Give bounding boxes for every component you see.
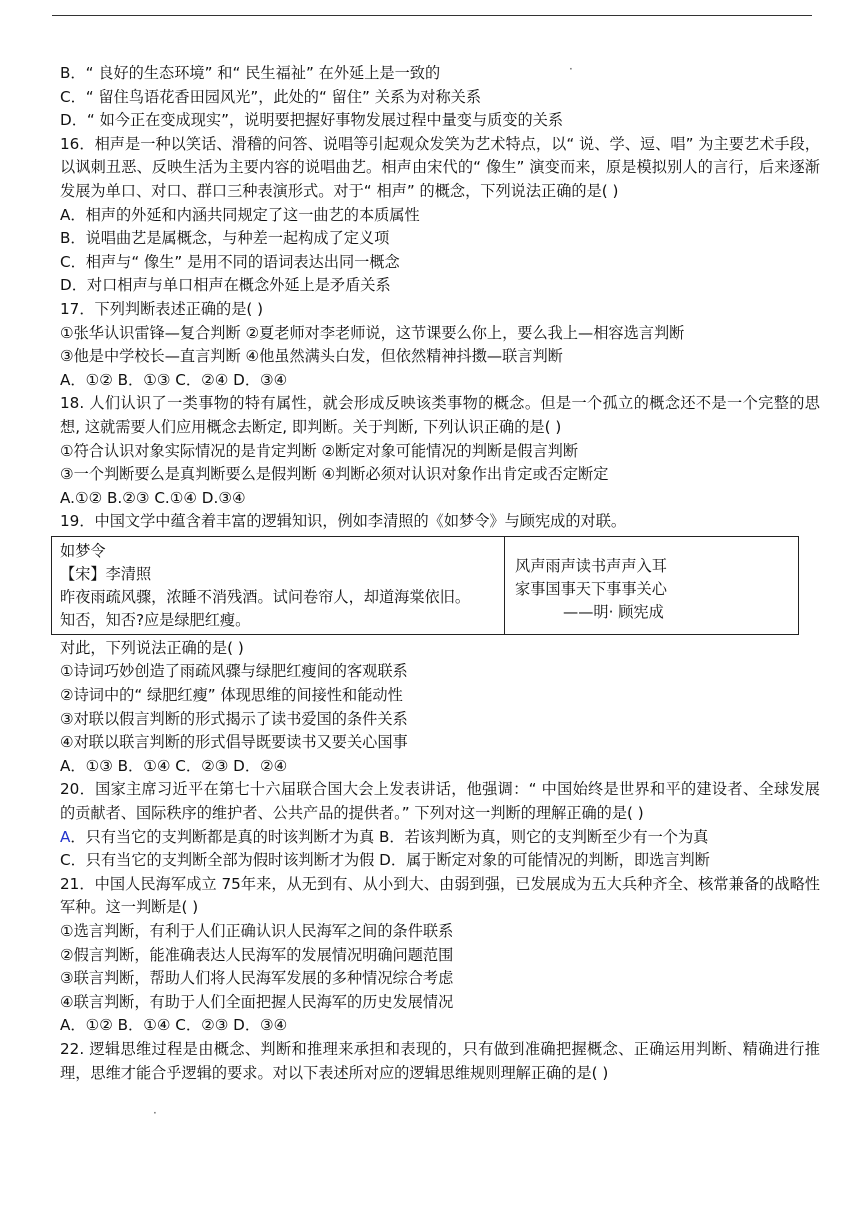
q22-stem: 22. 逻辑思维过程是由概念、判断和推理来承担和表现的，只有做到准确把握概念、正确运用判断、精确进行推理，思维才能合乎逻辑的要求。对以下表述所对应的逻辑思维规则理解正确的是( ) — [60, 1039, 820, 1082]
q20-option-a-letter: A — [60, 827, 71, 846]
q19-item-2: ②诗词中的“ 绿肥红瘦” 体现思维的间接性和能动性 — [60, 686, 403, 705]
q15-option-b: B．“ 良好的生态环境” 和“ 民生福祉” 在外延上是一致的 — [60, 64, 441, 82]
poem-author: 【宋】李清照 — [60, 564, 152, 583]
couplet-cell — [505, 537, 798, 634]
q17-answers: A．①② B．①③ C．②④ D．③④ — [60, 370, 288, 389]
q19-answers: A．①③ B．①④ C．②③ D．②④ — [60, 756, 288, 775]
q15-option-c: C．“ 留住鸟语花香田园风光”，此处的“ 留住” 关系为对称关系 — [60, 87, 482, 106]
q21-item-1: ①选言判断，有利于人们正确认识人民海军之间的条件联系 — [60, 922, 454, 940]
exam-page — [60, 62, 820, 1085]
poem-table — [51, 536, 799, 635]
q19-item-3: ③对联以假言判断的形式揭示了读书爱国的条件关系 — [60, 709, 408, 728]
q19-item-1: ①诗词巧妙创造了雨疏风骤与绿肥红瘦间的客观联系 — [60, 662, 408, 681]
q19-ask: 对此，下列说法正确的是( ) — [60, 638, 244, 657]
q16-option-c: C．相声与“ 像生” 是用不同的语词表达出同一概念 — [60, 252, 400, 271]
poem-cell — [52, 537, 505, 634]
couplet-signature: ——明· 顾宪成 — [563, 602, 664, 621]
q16-stem: 16．相声是一种以笑话、滑稽的问答、说唱等引起观众发笑为艺术特点，以“ 说、学、逗、唱” 为主要艺术手段，以讽刺丑恶、反映生活为主要内容的说唱曲艺。相声由宋代的“ 像生” 演变而来，原是模拟别人的言行，后来逐渐发展为单口、对口、群口三种表演形式。对于“ 相声” 的概念，下列说法正确的是( ) — [60, 134, 820, 200]
q19-item-4: ④对联以联言判断的形式倡导既要读书又要关心国事 — [60, 733, 408, 752]
q21-stem: 21．中国人民海军成立 75年来，从无到有、从小到大、由弱到强，已发展成为五大兵种齐全、核常兼备的战略性军种。这一判断是( ) — [60, 874, 820, 917]
q20-stem: 20．国家主席习近平在第七十六届联合国大会上发表讲话，他强调：“ 中国始终是世界和平的建设者、全球发展的贡献者、国际秩序的维护者、公共产品的提供者。” 下列对这一判断的理解正确的是( ) — [60, 780, 820, 823]
q15-option-d: D．“ 如今正在变成现实”，说明要把握好事物发展过程中量变与质变的关系 — [60, 111, 564, 130]
q18-items-1: ①符合认识对象实际情况的是肯定判断 ②断定对象可能情况的判断是假言判断 — [60, 441, 579, 460]
q18-stem: 18. 人们认识了一类事物的特有属性，就会形成反映该类事物的概念。但是一个孤立的概念还不是一个完整的思想, 这就需要人们应用概念去断定, 即判断。关于判断, 下列认识正确的是( ) — [60, 394, 820, 436]
couplet-line-2: 家事国事天下事事关心 — [515, 579, 667, 598]
q21-item-2: ②假言判断，能准确表达人民海军的发展情况明确问题范围 — [60, 945, 454, 964]
q18-answers: A.①② B.②③ C.①④ D.③④ — [60, 488, 246, 507]
q16-option-a: A．相声的外延和内涵共同规定了这一曲艺的本质属性 — [60, 205, 420, 224]
couplet-line-1: 风声雨声读书声声入耳 — [515, 556, 667, 575]
q20-options-ab-text: ．只有当它的支判断都是真的时该判断才为真 B．若该判断为真，则它的支判断至少有一个为真 — [70, 827, 709, 846]
q21-answers: A．①② B．①④ C．②③ D．③④ — [60, 1016, 288, 1035]
poem-line-1: 昨夜雨疏风骤，浓睡不消残酒。试问卷帘人，却道海棠依旧。 — [60, 587, 471, 606]
stray-dot: · — [569, 62, 573, 76]
q20-options-ab — [60, 826, 820, 850]
q21-item-3: ③联言判断，帮助人们将人民海军发展的多种情况综合考虑 — [60, 969, 454, 988]
stray-dot-bottom: · — [153, 1106, 157, 1120]
q17-items-1: ①张华认识雷锋—复合判断 ②夏老师对李老师说，这节课要么你上，要么我上—相容选言判断 — [60, 323, 685, 342]
poem-line-2: 知否，知否?应是绿肥红瘦。 — [60, 610, 251, 629]
q16-option-b: B．说唱曲艺是属概念，与种差一起构成了定义项 — [60, 229, 390, 248]
q21-item-4: ④联言判断，有助于人们全面把握人民海军的历史发展情况 — [60, 992, 454, 1011]
poem-title: 如梦令 — [60, 541, 106, 560]
q18-items-2: ③一个判断要么是真判断要么是假判断 ④判断必须对认识对象作出肯定或否定断定 — [60, 465, 609, 484]
q16-option-d: D．对口相声与单口相声在概念外延上是矛盾关系 — [60, 276, 391, 295]
q20-options-cd: C．只有当它的支判断全部为假时该判断才为假 D．属于断定对象的可能情况的判断，即选言判断 — [60, 851, 710, 870]
q19-stem: 19．中国文学中蕴含着丰富的逻辑知识，例如李清照的《如梦令》与顾宪成的对联。 — [60, 512, 627, 531]
q17-items-2: ③他是中学校长—直言判断 ④他虽然满头白发，但依然精神抖擞—联言判断 — [60, 347, 563, 366]
header-rule — [52, 15, 812, 16]
q17-stem: 17．下列判断表述正确的是( ) — [60, 299, 264, 318]
